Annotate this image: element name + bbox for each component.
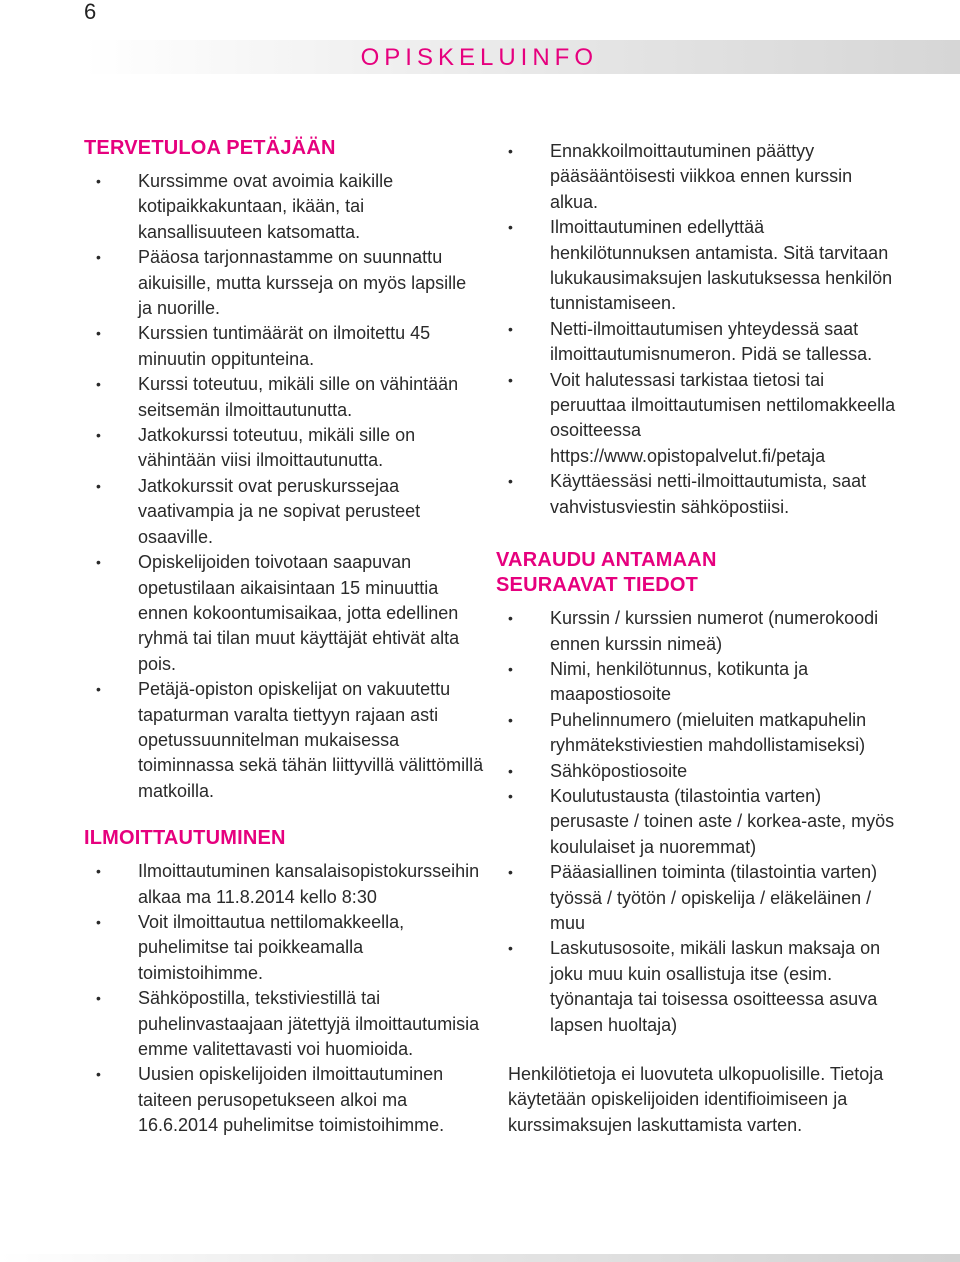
left-column: [84, 136, 484, 1139]
header-bar: [84, 40, 960, 74]
page-number: 6: [84, 0, 97, 24]
list-item: • Jatkokurssi toteutuu, mikäli sille on vähintään viisi ilmoittautunutta.: [84, 423, 484, 474]
list-item: • Kurssin / kurssien numerot (numerokoodi ennen kurssin nimeä): [496, 606, 896, 657]
bottom-bar: [0, 1254, 960, 1262]
prepare-heading-line1: VARAUDU ANTAMAAN: [496, 549, 717, 572]
list-item: • Jatkokurssit ovat peruskurssejaa vaativampia ja ne sopivat perusteet osaaville.: [84, 474, 484, 550]
registration-heading: ILMOITTAUTUMINEN: [84, 827, 286, 850]
list-item: • Puhelinnumero (mieluiten matkapuhelin ryhmätekstiviestien mahdollistamiseksi): [496, 708, 896, 759]
list-item: • Netti-ilmoittautumisen yhteydessä saat ilmoittautumisnumeron. Pidä se tallessa.: [496, 317, 896, 368]
list-item: • Sähköpostilla, tekstiviestillä tai puhelinvastaajaan jätettyjä ilmoittautumisia emme valitettavasti voi huomioida.: [84, 986, 484, 1062]
list-item: • Voit halutessasi tarkistaa tietosi tai peruuttaa ilmoittautumisen nettilomakkeella osoitteessa https://www.opistopalvelut.fi/petaja: [496, 368, 896, 470]
right-column: [496, 136, 896, 1138]
welcome-heading: TERVETULOA PETÄJÄÄN: [84, 137, 336, 159]
prepare-heading-line2: SEURAAVAT TIEDOT: [496, 574, 699, 597]
list-item: • Pääosa tarjonnastamme on suunnattu aikuisille, mutta kursseja on myös lapsille ja nuorille.: [84, 245, 484, 321]
list-item: • Ennakkoilmoittautuminen päättyy pääsääntöisesti viikkoa ennen kurssin alkua.: [496, 139, 896, 215]
registration-list: [84, 859, 484, 1138]
list-item: • Sähköpostiosoite: [496, 759, 896, 784]
list-item: • Koulutustausta (tilastointia varten) perusaste / toinen aste / korkea-aste, myös koululaiset ja nuoremmat): [496, 784, 896, 860]
list-item: • Kurssien tuntimäärät on ilmoitettu 45 minuutin oppitunteina.: [84, 321, 484, 372]
list-item: • Petäjä-opiston opiskelijat on vakuutettu tapaturman varalta tiettyyn rajaan asti opetussuunnitelman mukaisessa toiminnassa sekä tähän liittyvillä välittömillä matkoilla.: [84, 677, 484, 804]
prepare-heading: [496, 548, 896, 598]
list-item: • Kurssi toteutuu, mikäli sille on vähintään seitsemän ilmoittautunutta.: [84, 372, 484, 423]
list-item: • Pääasiallinen toiminta (tilastointia varten) työssä / työtön / opiskelija / eläkeläinen / muu: [496, 860, 896, 936]
privacy-note: Henkilötietoja ei luovuteta ulkopuolisille. Tietoja käytetään opiskelijoiden identifioimiseen ja kurssimaksujen laskuttamista varten.: [508, 1064, 884, 1135]
welcome-list: [84, 169, 484, 804]
list-item: • Nimi, henkilötunnus, kotikunta ja maapostiosoite: [496, 657, 896, 708]
list-item: • Ilmoittautuminen kansalaisopistokursseihin alkaa ma 11.8.2014 kello 8:30: [84, 859, 484, 910]
list-item: • Opiskelijoiden toivotaan saapuvan opetustilaan aikaisintaan 15 minuuttia ennen kokoontumisaikaa, jotta edellinen ryhmä tai tilan muut käyttäjät ehtivät alta pois.: [84, 550, 484, 677]
section-title: OPISKELUINFO: [360, 44, 598, 71]
prepare-list: [496, 606, 896, 1038]
list-item: • Käyttäessäsi netti-ilmoittautumista, saat vahvistusviestin sähköpostiisi.: [496, 469, 896, 520]
list-item: • Voit ilmoittautua nettilomakkeella, puhelimitse tai poikkeamalla toimistoihimme.: [84, 910, 484, 986]
list-item: • Ilmoittautuminen edellyttää henkilötunnuksen antamista. Sitä tarvitaan lukukausimaksujen laskutuksessa henkilön tunnistamiseen.: [496, 215, 896, 317]
list-item: • Uusien opiskelijoiden ilmoittautuminen taiteen perusopetukseen alkoi ma 16.6.2014 puhelimitse toimistoihimme.: [84, 1062, 484, 1138]
list-item: • Kurssimme ovat avoimia kaikille kotipaikkakuntaan, ikään, tai kansallisuuteen katsomatta.: [84, 169, 484, 245]
list-item: • Laskutusosoite, mikäli laskun maksaja on joku muu kuin osallistuja itse (esim. työnantaja tai toisessa osoitteessa asuva lapsen huoltaja): [496, 936, 896, 1038]
registration-continued-list: [496, 139, 896, 520]
